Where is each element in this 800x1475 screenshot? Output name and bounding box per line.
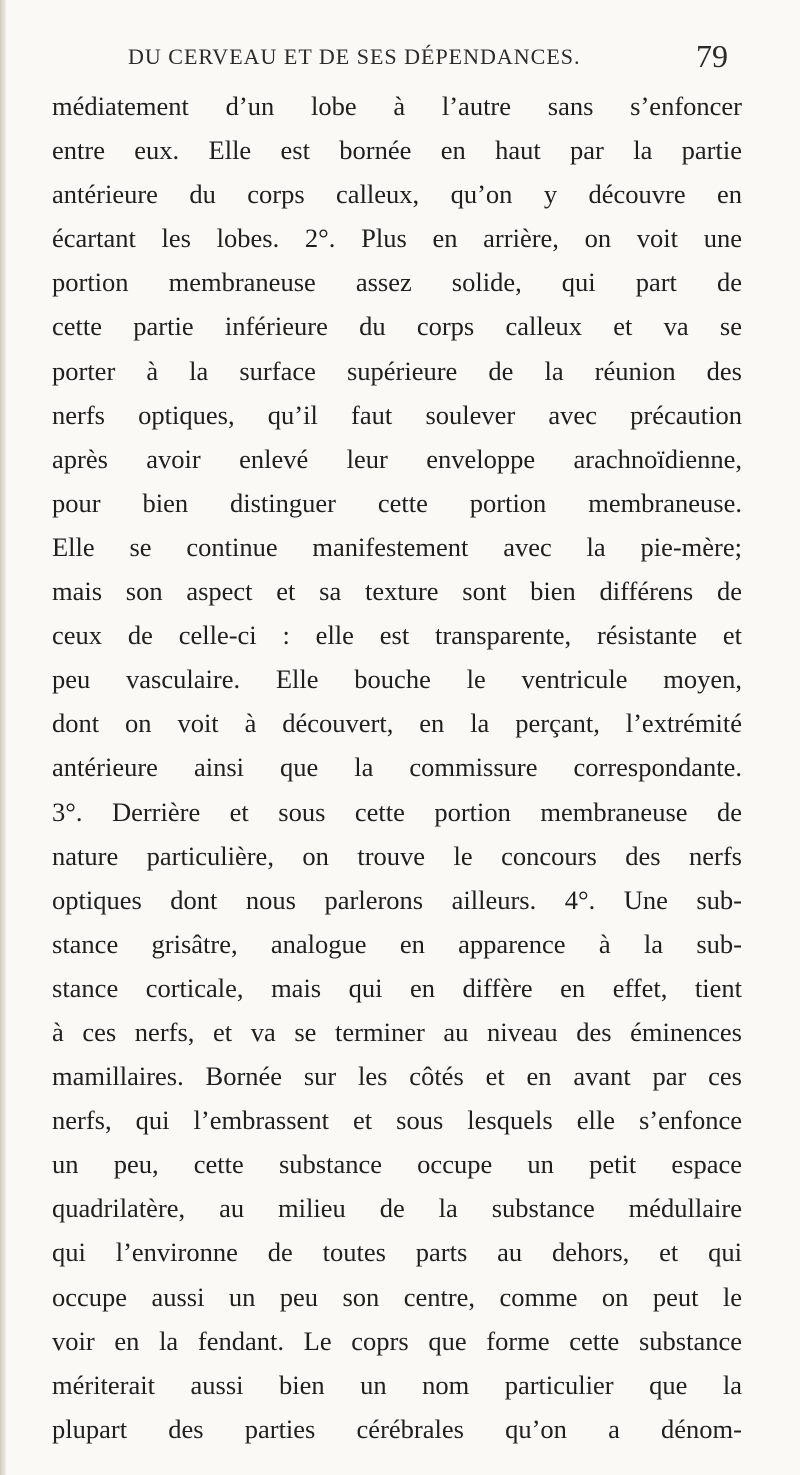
- body-text: [52, 84, 742, 1451]
- text-line: cette partie inférieure du corps calleux et va se: [52, 311, 742, 342]
- text-line: stance corticale, mais qui en diffère en effet, tient: [52, 972, 742, 1003]
- page-number: 79: [696, 38, 728, 74]
- text-line: ceux de celle-ci : elle est transparente, résistante et: [52, 620, 742, 651]
- text-line: porter à la surface supérieure de la réunion des: [52, 355, 742, 386]
- text-line: pour bien distinguer cette portion membraneuse.: [52, 487, 742, 518]
- text-line: un peu, cette substance occupe un petit espace: [52, 1149, 742, 1180]
- text-line: stance grisâtre, analogue en apparence à la sub-: [52, 928, 742, 959]
- running-head: DU CERVEAU ET DE SES DÉPENDANCES.: [128, 44, 581, 69]
- text-line: mériterait aussi bien un nom particulier que la: [52, 1369, 742, 1400]
- text-line: après avoir enlevé leur enveloppe arachnoïdienne,: [52, 443, 742, 474]
- page-header: [128, 38, 728, 82]
- text-line: nature particulière, on trouve le concours des nerfs: [52, 840, 742, 871]
- text-line: mamillaires. Bornée sur les côtés et en avant par ces: [52, 1061, 742, 1092]
- text-line: 3°. Derrière et sous cette portion membraneuse de: [52, 796, 742, 827]
- text-line: nerfs optiques, qu’il faut soulever avec précaution: [52, 399, 742, 430]
- text-line: entre eux. Elle est bornée en haut par la partie: [52, 135, 742, 166]
- text-line: antérieure du corps calleux, qu’on y découvre en: [52, 179, 742, 210]
- text-line: optiques dont nous parlerons ailleurs. 4°. Une sub-: [52, 884, 742, 915]
- page-binding-edge: [0, 0, 6, 1475]
- text-line: plupart des parties cérébrales qu’on a dénom-: [52, 1413, 742, 1444]
- text-line: occupe aussi un peu son centre, comme on peut le: [52, 1281, 742, 1312]
- text-line: dont on voit à découvert, en la perçant, l’extrémité: [52, 708, 742, 739]
- text-line: à ces nerfs, et va se terminer au niveau des éminences: [52, 1016, 742, 1047]
- text-line: antérieure ainsi que la commissure correspondante.: [52, 752, 742, 783]
- text-line: voir en la fendant. Le coprs que forme cette substance: [52, 1325, 742, 1356]
- text-line: portion membraneuse assez solide, qui part de: [52, 267, 742, 298]
- text-line: quadrilatère, au milieu de la substance médullaire: [52, 1193, 742, 1224]
- text-line: écartant les lobes. 2°. Plus en arrière, on voit une: [52, 223, 742, 254]
- text-line: médiatement d’un lobe à l’autre sans s’enfoncer: [52, 91, 742, 121]
- text-line: Elle se continue manifestement avec la pie-mère;: [52, 531, 742, 562]
- text-line: mais son aspect et sa texture sont bien différens de: [52, 576, 742, 607]
- text-line: peu vasculaire. Elle bouche le ventricule moyen,: [52, 664, 742, 695]
- text-line: qui l’environne de toutes parts au dehors, et qui: [52, 1237, 742, 1268]
- text-line: nerfs, qui l’embrassent et sous lesquels elle s’enfonce: [52, 1105, 742, 1136]
